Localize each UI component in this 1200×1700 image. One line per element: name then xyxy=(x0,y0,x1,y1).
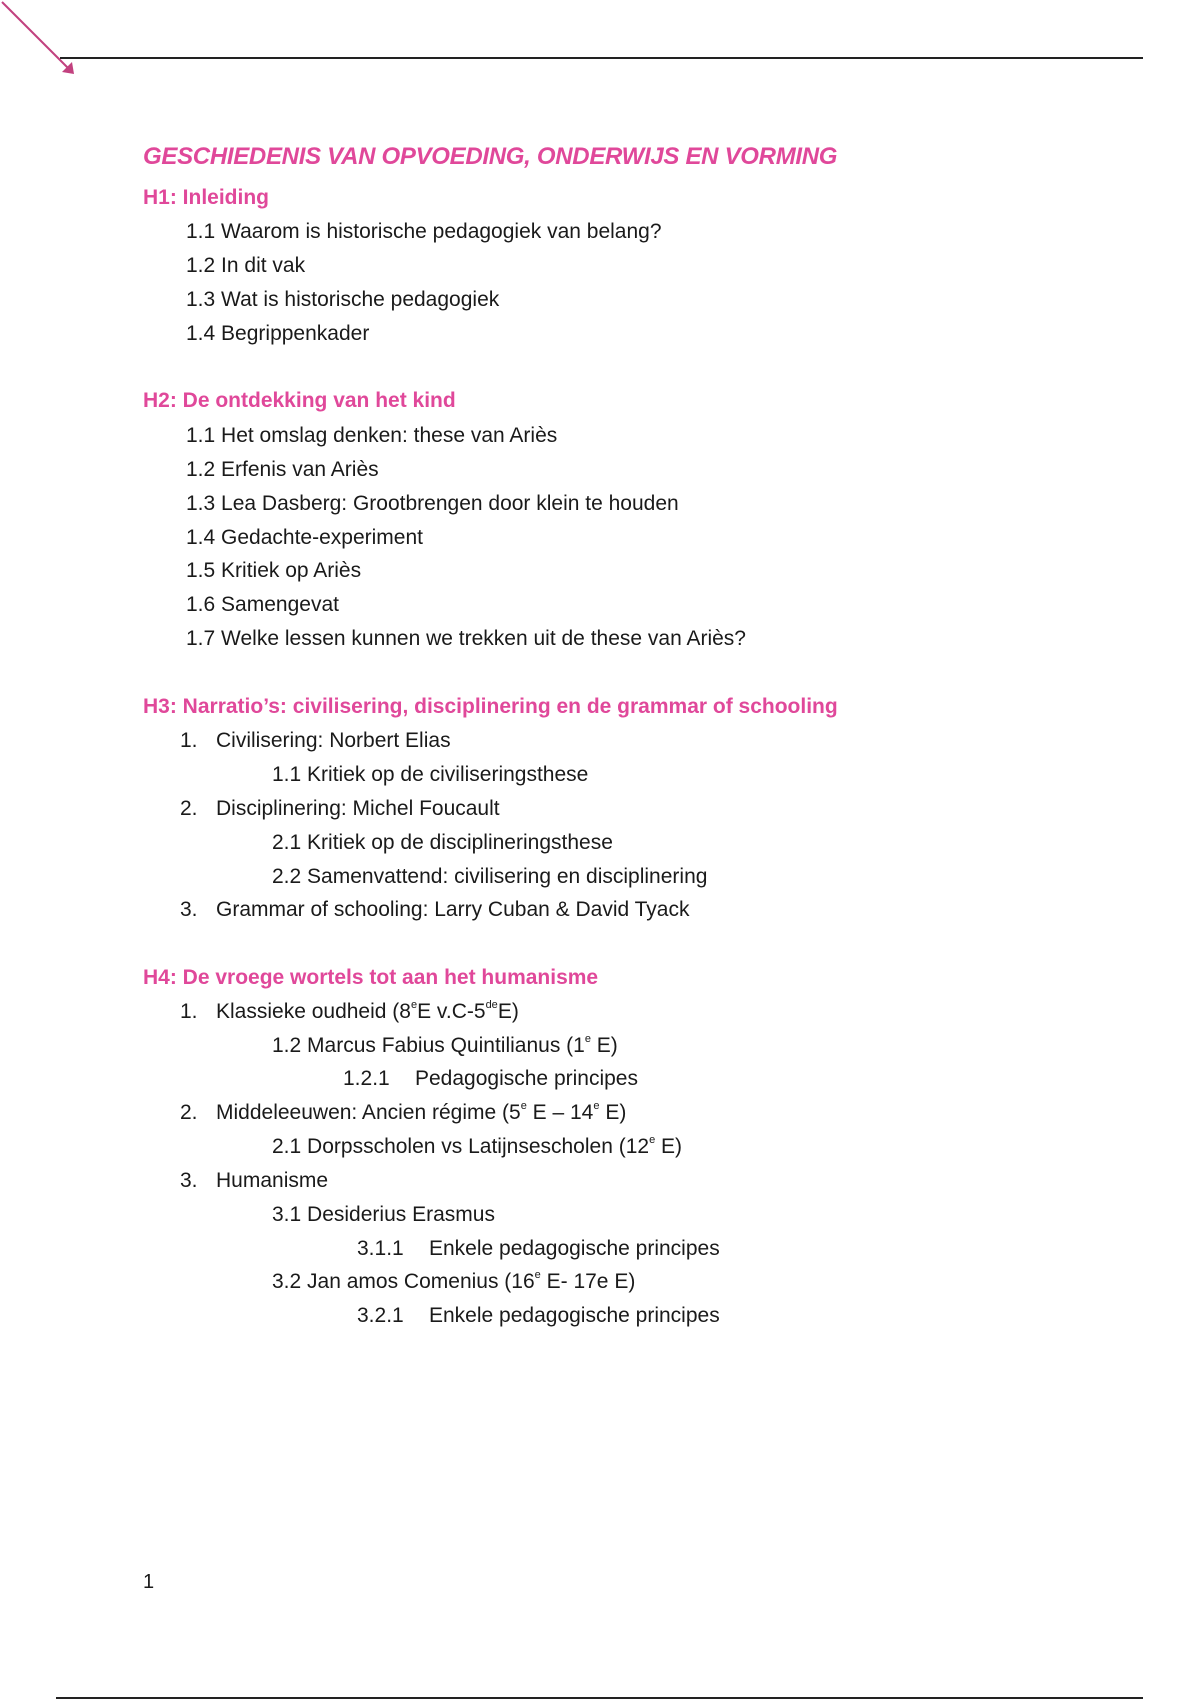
list-item: 3. Grammar of schooling: Larry Cuban & David Tyack xyxy=(180,898,690,921)
list-item: 2.1 Kritiek op de disciplineringsthese xyxy=(272,831,613,854)
list-item: 2. Disciplinering: Michel Foucault xyxy=(180,797,500,820)
chapter-heading-h1: H1: Inleiding xyxy=(143,186,269,209)
chapter-heading-h3: H3: Narratio’s: civilisering, disciplinering en de grammar of schooling xyxy=(143,695,838,718)
list-item: 1.4 Gedachte-experiment xyxy=(186,526,423,549)
list-item: 1.3 Lea Dasberg: Grootbrengen door klein te houden xyxy=(186,492,679,515)
chapter-heading-h2: H2: De ontdekking van het kind xyxy=(143,389,456,412)
list-item: 1.4 Begrippenkader xyxy=(186,322,370,345)
list-item: 1.5 Kritiek op Ariès xyxy=(186,559,362,582)
list-item: 1.1 Kritiek op de civiliseringsthese xyxy=(272,763,589,786)
list-item: 1. Klassieke oudheid (8eE v.C-5deE) xyxy=(180,999,519,1023)
list-item: 1.1 Waarom is historische pedagogiek van belang? xyxy=(186,220,662,243)
page-number: 1 xyxy=(143,1571,155,1593)
list-item: 3.1.1 Enkele pedagogische principes xyxy=(357,1237,720,1260)
list-item: 3. Humanisme xyxy=(180,1169,329,1192)
list-item: 1. Civilisering: Norbert Elias xyxy=(180,729,451,752)
footer-rule xyxy=(56,1697,1143,1699)
list-item: 1.2 In dit vak xyxy=(186,254,306,277)
list-item: 1.3 Wat is historische pedagogiek xyxy=(186,288,500,311)
chapter-heading-h4: H4: De vroege wortels tot aan het humanisme xyxy=(143,966,599,989)
document-title: GESCHIEDENIS VAN OPVOEDING, ONDERWIJS EN VORMING xyxy=(143,143,838,170)
list-item: 3.1 Desiderius Erasmus xyxy=(272,1203,495,1226)
list-item: 2. Middeleeuwen: Ancien régime (5e E – 14e E) xyxy=(180,1100,627,1124)
corner-arrow-icon xyxy=(0,0,80,80)
list-item: 1.2.1 Pedagogische principes xyxy=(343,1067,638,1090)
list-item: 1.7 Welke lessen kunnen we trekken uit de these van Ariès? xyxy=(186,627,746,650)
list-item: 1.1 Het omslag denken: these van Ariès xyxy=(186,424,558,447)
list-item: 1.2 Erfenis van Ariès xyxy=(186,458,379,481)
list-item: 3.2.1 Enkele pedagogische principes xyxy=(357,1304,720,1327)
header-rule xyxy=(60,57,1143,59)
list-item: 1.2 Marcus Fabius Quintilianus (1e E) xyxy=(272,1033,618,1057)
list-item: 2.2 Samenvattend: civilisering en disciplinering xyxy=(272,865,708,888)
list-item: 3.2 Jan amos Comenius (16e E- 17e E) xyxy=(272,1269,636,1293)
list-item: 1.6 Samengevat xyxy=(186,593,339,616)
list-item: 2.1 Dorpsscholen vs Latijnsescholen (12e E) xyxy=(272,1134,683,1158)
